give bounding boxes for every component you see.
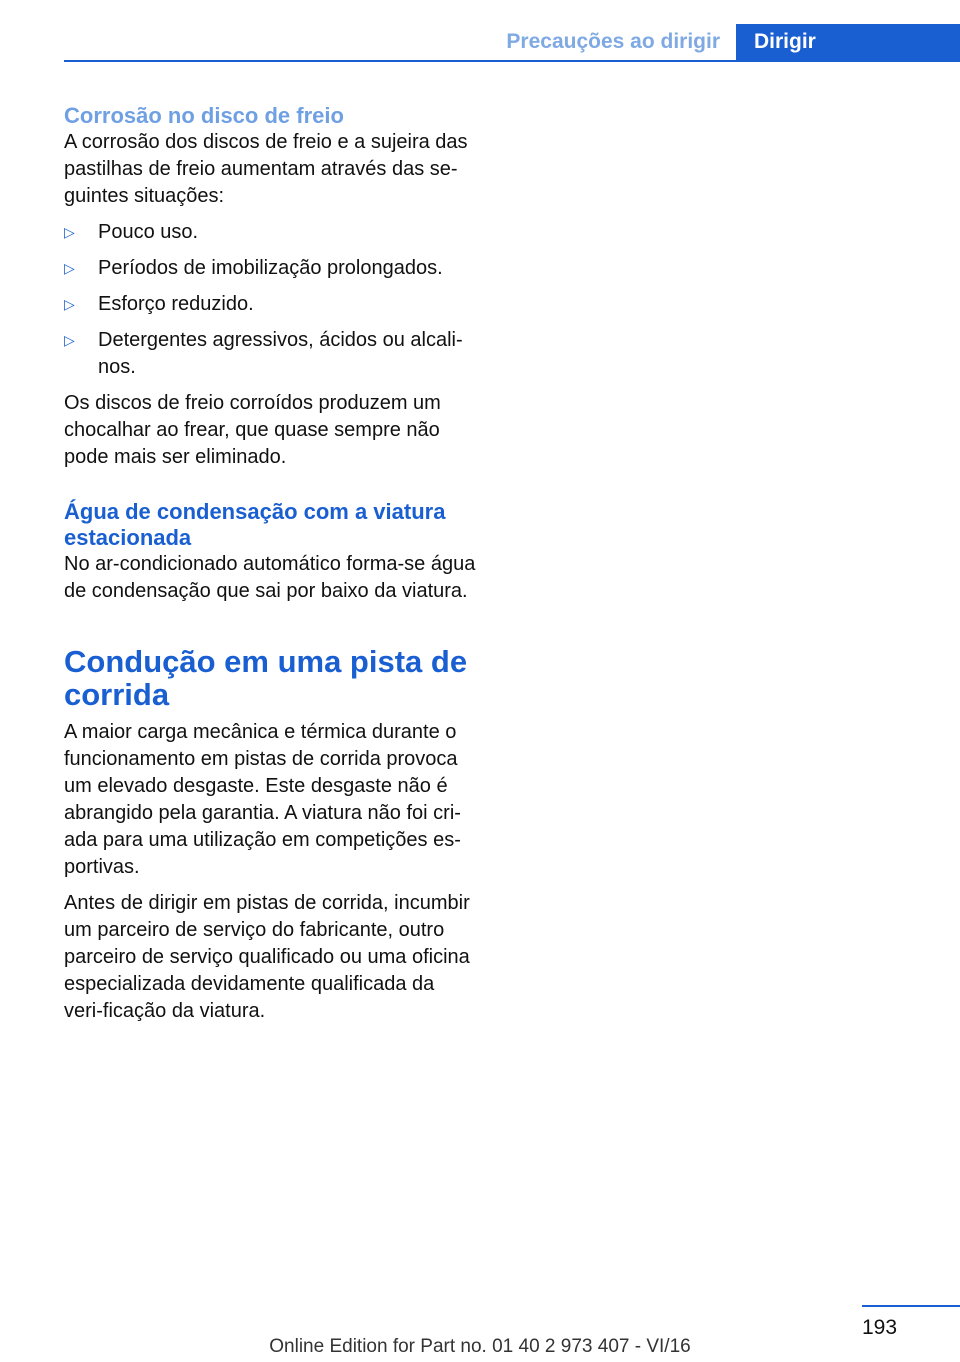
triangle-bullet-icon: ▷: [64, 224, 75, 240]
section-heading-brake-corrosion: Corrosão no disco de freio: [64, 103, 344, 128]
footer-rule: [862, 1305, 960, 1307]
list-item: [64, 291, 478, 318]
list-item-text: Detergentes agressivos, ácidos ou alcali-nos.: [98, 329, 463, 378]
edition-footer: Online Edition for Part no. 01 40 2 973 407 - VI/16: [269, 1336, 691, 1357]
paragraph: Os discos de freio corroídos produzem um chocalhar ao frear, que quase sempre não pode mais ser eliminado.: [64, 392, 441, 468]
paragraph: A maior carga mecânica e térmica durante o funcionamento em pistas de corrida provoca um elevado desgaste. Este desgaste não é abrangido pela garantia. A viatura não foi cri-ada para uma utilização em competições es-portivas.: [64, 721, 461, 878]
section-heading-race-track: Condução em uma pista de corrida: [64, 644, 468, 712]
list-item: [64, 219, 478, 246]
list-item-text: Períodos de imobilização prolongados.: [98, 257, 443, 279]
triangle-bullet-icon: ▷: [64, 332, 75, 348]
paragraph: Antes de dirigir em pistas de corrida, incumbir um parceiro de serviço do fabricante, outro parceiro de serviço qualificado ou uma oficina especializada devidamente qualificada da veri-ficação da viatura.: [64, 892, 470, 1022]
list-item-text: Esforço reduzido.: [98, 293, 254, 315]
triangle-bullet-icon: ▷: [64, 260, 75, 276]
paragraph: No ar-condicionado automático forma-se água de condensação que sai por baixo da viatura.: [64, 553, 476, 602]
header-chapter-tab: Dirigir: [736, 24, 960, 62]
list-item: [64, 327, 478, 381]
paragraph: A corrosão dos discos de freio e a sujeira das pastilhas de freio aumentam através das se-guintes situações:: [64, 131, 468, 207]
section-heading-condensation: Água de condensação com a viatura estacionada: [64, 499, 446, 550]
bullet-list: [64, 219, 478, 381]
header-section-title: Precauções ao dirigir: [506, 30, 720, 53]
page-number: 193: [862, 1316, 898, 1339]
list-item-text: Pouco uso.: [98, 221, 199, 243]
triangle-bullet-icon: ▷: [64, 296, 75, 312]
main-content: [64, 103, 478, 1034]
list-item: [64, 255, 478, 282]
